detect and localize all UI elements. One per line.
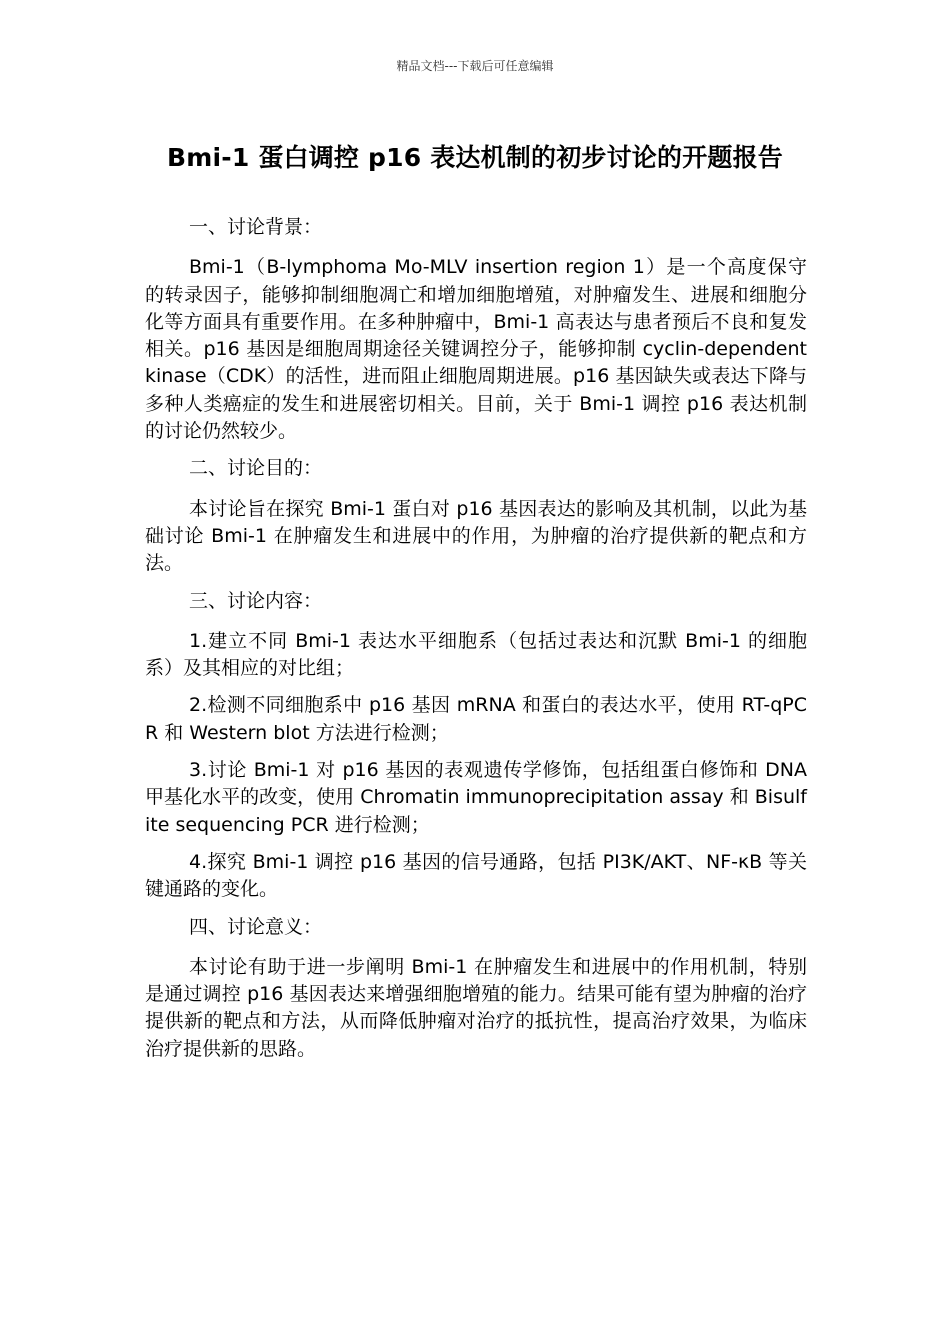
document-title: Bmi-1 蛋白调控 p16 表达机制的初步讨论的开题报告: [166, 143, 784, 172]
header-note: 精品文档---下载后可任意编辑: [396, 59, 554, 73]
content-item-4: 4.探究 Bmi-1 调控 p16 基因的信号通路，包括 PI3K/AKT、NF-κB 等关键通路的变化。: [145, 850, 807, 901]
section-heading-background: 一、讨论背景：: [189, 216, 323, 238]
section-heading-content: 三、讨论内容：: [189, 589, 323, 612]
content-item-2: 2.检测不同细胞系中 p16 基因 mRNA 和蛋白的表达水平，使用 RT-qPCR 和 Western blot 方法进行检测；: [145, 694, 807, 744]
content-item-1: 1.建立不同 Bmi-1 表达水平细胞系（包括过表达和沉默 Bmi-1 的细胞系）及其相应的对比组；: [145, 629, 807, 680]
content-item-3: 3.讨论 Bmi-1 对 p16 基因的表观遗传学修饰，包括组蛋白修饰和 DNA 甲基化水平的改变，使用 Chromatin immunoprecipitation assay 和 Bisulfite sequencing PCR 进行检测；: [145, 759, 807, 836]
document-body: [145, 214, 807, 1073]
purpose-paragraph: 本讨论旨在探究 Bmi-1 蛋白对 p16 基因表达的影响及其机制，以此为基础讨论 Bmi-1 在肿瘤发生和进展中的作用，为肿瘤的治疗提供新的靶点和方法。: [145, 497, 807, 575]
background-paragraph: Bmi-1（B-lymphoma Mo-MLV insertion region 1）是一个高度保守的转录因子，能够抑制细胞凋亡和增加细胞增殖，对肿瘤发生、进展和细胞分化等方面具有重要作用。在多种肿瘤中，Bmi-1 高表达与患者预后不良和复发相关。p16 基因是细胞周期途径关键调控分子，能够抑制 cyclin-dependent kinase（CDK）的活性，进而阻止细胞周期进展。p16 基因缺失或表达下降与多种人类癌症的发生和进展密切相关。目前，关于 Bmi-1 调控 p16 表达机制的讨论仍然较少。: [145, 256, 807, 443]
section-heading-purpose: 二、讨论目的：: [189, 457, 323, 480]
significance-paragraph: 本讨论有助于进一步阐明 Bmi-1 在肿瘤发生和进展中的作用机制，特别是通过调控 p16 基因表达来增强细胞增殖的能力。结果可能有望为肿瘤的治疗提供新的靶点和方法，从而降低肿瘤对治疗的抵抗性，提高治疗效果，为临床治疗提供新的思路。: [145, 955, 807, 1060]
section-heading-significance: 四、讨论意义：: [189, 915, 323, 938]
